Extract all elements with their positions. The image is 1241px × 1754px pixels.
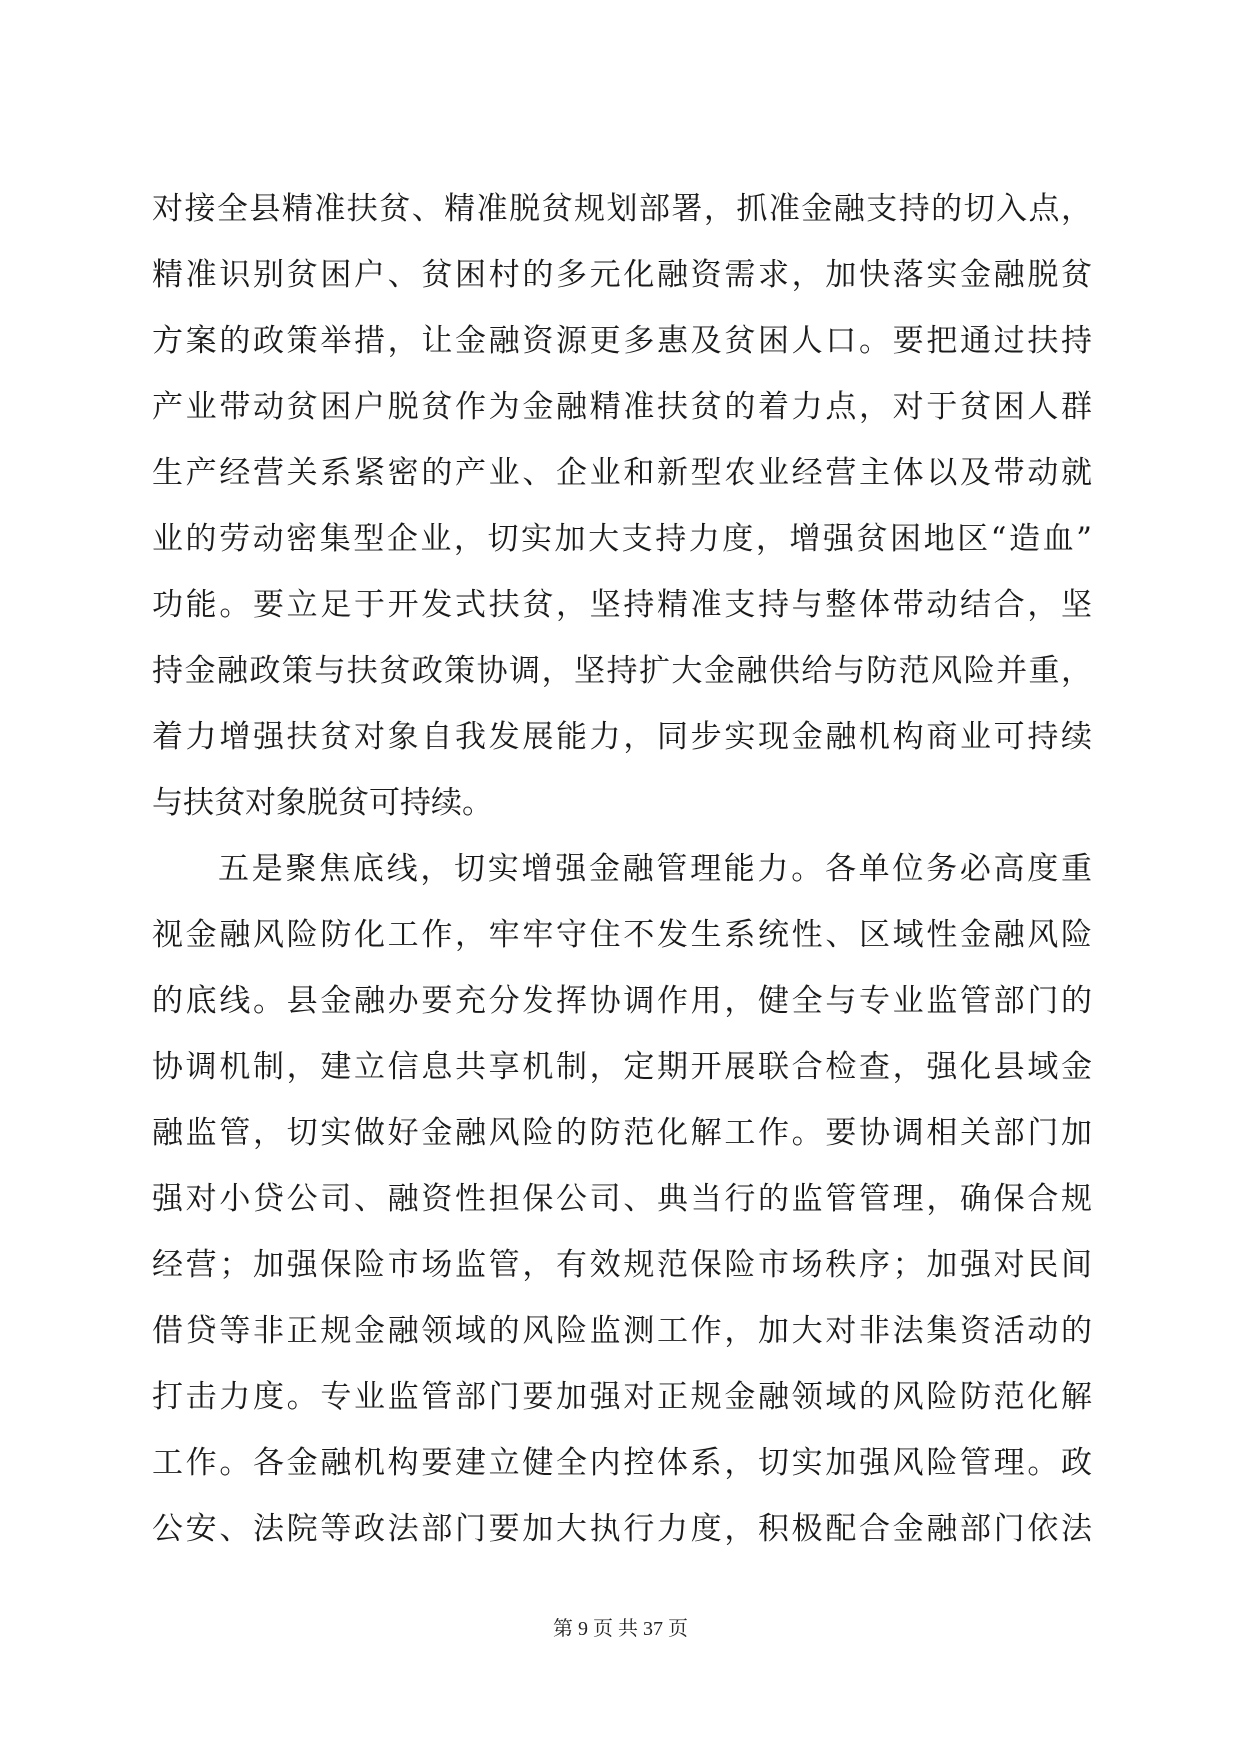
text-line: 着力增强扶贫对象自我发展能力，同步实现金融机构商业可持续: [152, 719, 1092, 755]
paragraph-end-line: 与扶贫对象脱贫可持续。: [152, 785, 493, 821]
text-line: 公安、法院等政法部门要加大执行力度，积极配合金融部门依法: [152, 1511, 1092, 1547]
text-line: 产业带动贫困户脱贫作为金融精准扶贫的着力点，对于贫困人群: [152, 389, 1092, 425]
text-line: 对接全县精准扶贫、精准脱贫规划部署，抓准金融支持的切入点，: [152, 191, 1092, 227]
text-line: 强对小贷公司、融资性担保公司、典当行的监管管理，确保合规: [152, 1181, 1092, 1217]
text-line: 方案的政策举措，让金融资源更多惠及贫困人口。要把通过扶持: [152, 323, 1092, 359]
paragraph-start-line: 五是聚焦底线，切实增强金融管理能力。各单位务必高度重: [218, 851, 1092, 887]
text-line: 打击力度。专业监管部门要加强对正规金融领域的风险防范化解: [152, 1379, 1092, 1415]
text-line: 的底线。县金融办要充分发挥协调作用，健全与专业监管部门的: [152, 983, 1092, 1019]
page-number-footer: 第 9 页 共 37 页: [553, 1618, 688, 1640]
text-line: 生产经营关系紧密的产业、企业和新型农业经营主体以及带动就: [152, 455, 1092, 491]
text-line: 经营；加强保险市场监管，有效规范保险市场秩序；加强对民间: [152, 1247, 1092, 1283]
text-line: 融监管，切实做好金融风险的防范化解工作。要协调相关部门加: [152, 1115, 1092, 1151]
text-line: 协调机制，建立信息共享机制，定期开展联合检查，强化县域金: [152, 1049, 1092, 1085]
text-line: 视金融风险防化工作，牢牢守住不发生系统性、区域性金融风险: [152, 917, 1092, 953]
body-text: [152, 176, 1092, 1562]
text-line: 业的劳动密集型企业，切实加大支持力度，增强贫困地区“造血”: [152, 521, 1092, 557]
text-line: 精准识别贫困户、贫困村的多元化融资需求，加快落实金融脱贫: [152, 257, 1092, 293]
text-line: 持金融政策与扶贫政策协调，坚持扩大金融供给与防范风险并重，: [152, 653, 1092, 689]
text-line: 功能。要立足于开发式扶贫，坚持精准支持与整体带动结合，坚: [152, 587, 1092, 623]
text-line: 工作。各金融机构要建立健全内控体系，切实加强风险管理。政: [152, 1445, 1092, 1481]
text-line: 借贷等非正规金融领域的风险监测工作，加大对非法集资活动的: [152, 1313, 1092, 1349]
